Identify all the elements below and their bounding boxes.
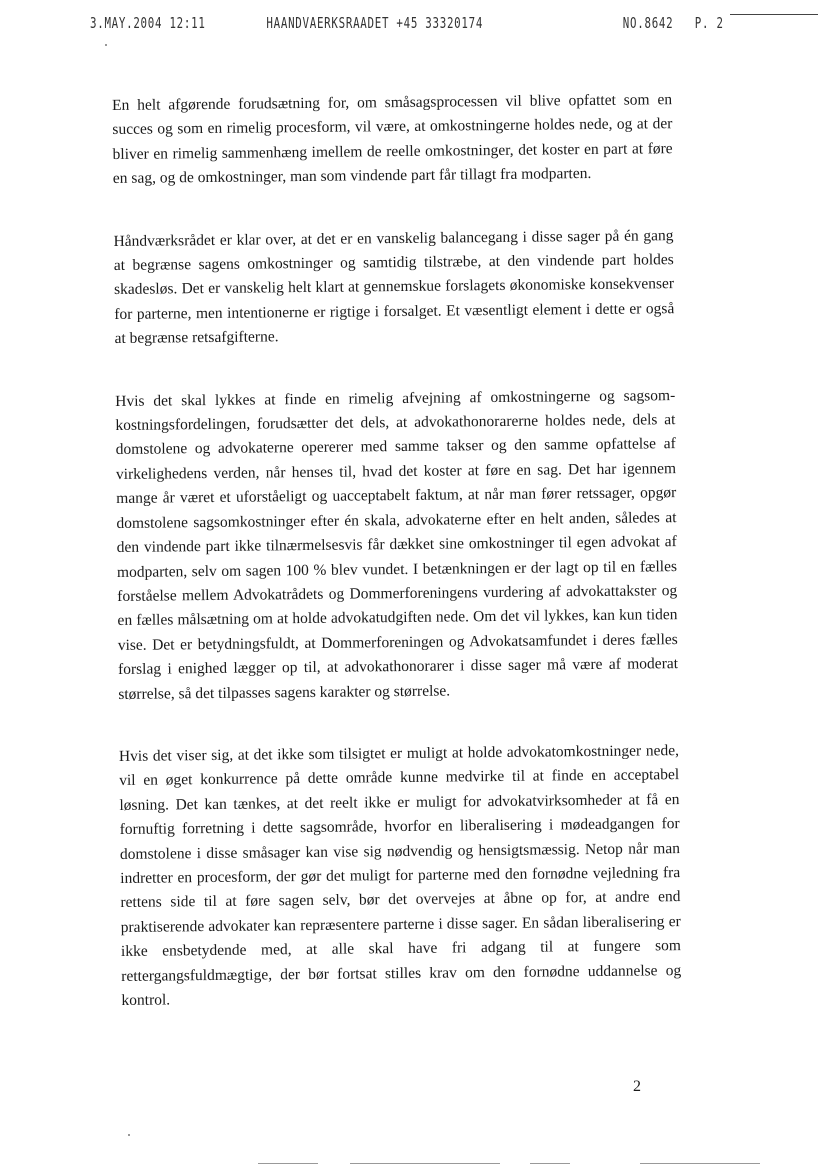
fax-datetime: 3.MAY.2004 12:11	[90, 14, 206, 32]
scan-edge-mark	[530, 1163, 570, 1164]
fax-sender: HAANDVAERKSRAADET +45 33320174	[266, 14, 484, 32]
scan-speck	[128, 1134, 130, 1136]
paragraph-balance: Håndværksrådet er klar over, at det er en vanskelig balancegang i disse sager på én gang at begrænse sagens omkostninger og samtidig tilstræbe, at den vindende part holdes skadesløs. Det er vanskelig helt klart at gennemskue forslagets økonomiske konsekvenser for parterne, men intentionerne er rigtige i forsalget. Et væsentligt element i dette er også at begrænse retsafgifterne.	[113, 226, 675, 348]
fax-header	[90, 14, 724, 34]
paragraph-lawyer-fees: Hvis det skal lykkes at finde en rimelig afvejning af omkostningerne og sagsomkostningsfordelingen, forudsætter det dels, at advokathonorarerne holdes nede, dels at domstolene og advokaterne opererer med samme takser og den samme opfattelse af virkelighedens verden, når henses til, hvad det koster at føre en sag. Det har igennem mange år været et uforståeligt og uacceptabelt faktum, at når man fører retssager, opgør domstolene sagsomkostninger efter én skala, advokaterne efter en helt anden, således at den vindende part ikke tilnærmelsesvis får dækket sine omkostninger til egen advokat af modparten, selv om sagen 100 % blev vundet. I betænkningen er der lagt op til en fælles forståelse mellem Advokatrådets og Dommerforeningens vurdering af advokattakster og en fælles målsætning om at holde advokatudgiften nede. Om det vil lykkes, kan kun tiden vise. Det er betydningsfuldt, at Dommerforeningen og Advokatsamfundet i deres fælles forslag i enighed lægger op til, at advokathonorarer i disse sager må være af moderat størrelse, så det tilpasses sagens karakter og størrelse.	[115, 386, 679, 703]
fax-page-indicator: P. 2	[694, 14, 724, 32]
scan-edge-mark	[640, 1163, 760, 1164]
letter-body	[112, 88, 682, 1051]
page-number: 2	[633, 1078, 641, 1095]
scan-speck	[105, 44, 107, 46]
paragraph-costs: En helt afgørende forudsætning for, om småsagsprocessen vil blive opfattet som en succes og som en rimelig procesform, vil være, at omkostningerne holdes nede, og at der bliver en rimelig sammenhæng imellem de reelle omkostninger, det koster en part at føre en sag, og de omkostninger, man som vindende part får tillagt fra modparten.	[112, 91, 673, 188]
fax-header-rule	[730, 14, 818, 15]
paragraph-liberalisation: Hvis det viser sig, at det ikke som tilsigtet er muligt at holde advokatomkostninger nede, vil en øget konkurrence på dette område kunne medvirke til at finde en acceptabel løsning. Det kan tænkes, at det reelt ikke er muligt for advokatvirksomheder at få en fornuftig forretning i dette sagsområde, hvorfor en liberalisering i mødeadgangen for domstolene i disse småsager kan vise sig nødvendig og hensigtsmæssig. Netop når man indretter en procesform, der gør det muligt for parterne med den fornødne vejledning fra rettens side til at føre sagen selv, bør det overvejes at åbne op for, at andre end praktiserende advokater kan repræsentere parterne i disse sager. En sådan liberalisering er ikke ensbetydende med, at alle skal have fri adgang til at fungere som rettergangsfuldmægtige, der bør fortsat stilles krav om den fornødne uddannelse og kontrol.	[118, 742, 682, 1009]
scan-edge-mark	[350, 1163, 500, 1164]
fax-number: NO.8642	[622, 14, 674, 32]
scan-edge-mark	[258, 1163, 318, 1164]
